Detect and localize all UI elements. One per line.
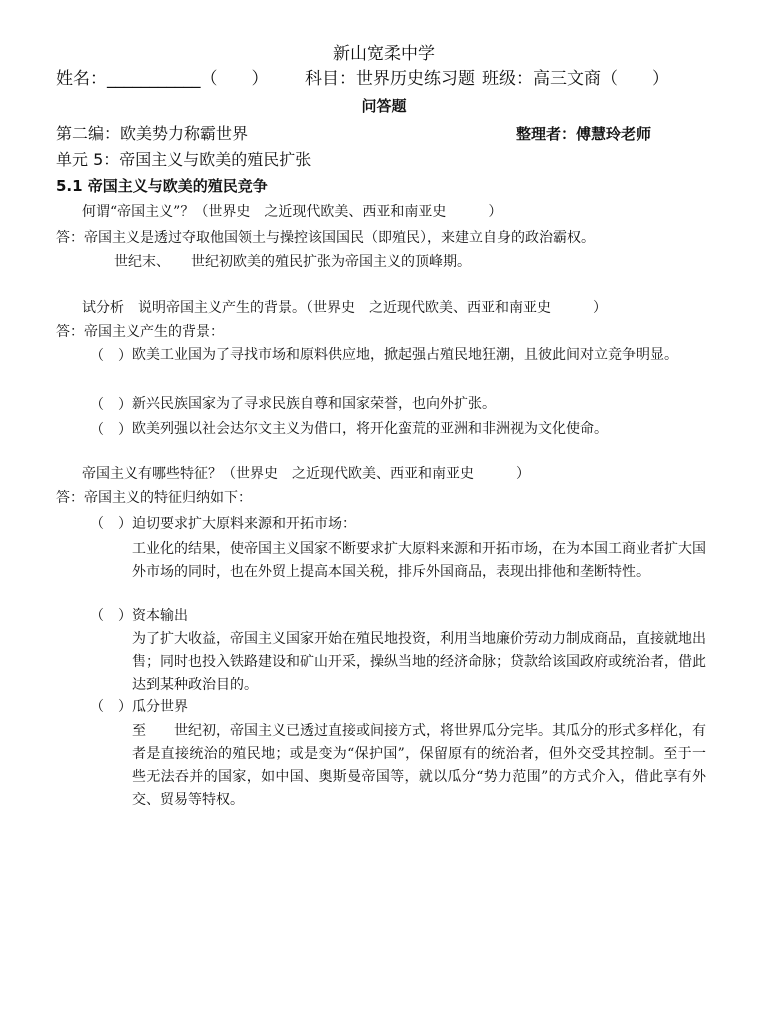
feature-body: 至 世纪初，帝国主义已透过直接或间接方式，将世界瓜分完毕。其瓜分的形式多样化，有者是直接统治的殖民地；或是变为“保护国”，保留原有的统治者，但外交受其控制。至于一些无法吞并的国家，如中国、奥斯曼帝国等，就以瓜分“势力范围”的方式介入，借此享有外交、贸易等特权。	[132, 723, 706, 808]
compiler-label: 整理者：傅慧玲老师	[516, 125, 652, 143]
part-title: 第二编：欧美势力称霸世界	[56, 124, 249, 143]
feature-body: 工业化的结果，使帝国主义国家不断要求扩大原料来源和开拓市场，在为本国工商业者扩大国外市场的同时，也在外贸上提高本国关税，排斥外国商品，表现出排他和垄断特性。	[132, 541, 706, 580]
class-label: 班级：高三文商（ ）	[482, 69, 669, 89]
question-3: 帝国主义有哪些特征？（世界史 之近现代欧美、西亚和南亚史 ）	[82, 466, 530, 482]
feature-body: 为了扩大收益，帝国主义国家开始在殖民地投资，利用当地廉价劳动力制成商品，直接就地出售；同时也投入铁路建设和矿山开采，操纵当地的经济命脉；贷款给该国政府或统治者，借此达到某种政治目的。	[132, 631, 706, 693]
list-marker: （ ）	[90, 422, 132, 438]
question-1: 何谓“帝国主义”？（世界史 之近现代欧美、西亚和南亚史 ）	[82, 204, 503, 220]
student-name-field: 姓名：___________（ ）	[56, 69, 269, 89]
list-marker: （ ）	[90, 699, 132, 715]
answer-3-intro: 答：帝国主义的特征归纳如下：	[56, 490, 252, 506]
feature-heading: 瓜分世界	[132, 699, 188, 715]
unit-title: 单元 5：帝国主义与欧美的殖民扩张	[56, 150, 312, 169]
list-marker: （ ）	[90, 348, 132, 364]
subsection-title: 5.1 帝国主义与欧美的殖民竞争	[56, 177, 268, 195]
answer-2-intro: 答：帝国主义产生的背景：	[56, 324, 224, 340]
list-item: 欧美工业国为了寻找市场和原料供应地，掀起强占殖民地狂潮，且彼此间对立竞争明显。	[132, 347, 678, 363]
school-name: 新山宽柔中学	[333, 44, 435, 64]
feature-heading: 迫切要求扩大原料来源和开拓市场：	[132, 516, 356, 532]
list-item: 欧美列强以社会达尔文主义为借口，将开化蛮荒的亚洲和非洲视为文化使命。	[132, 421, 608, 437]
feature-heading: 资本输出	[132, 608, 188, 624]
list-item: 新兴民族国家为了寻求民族自尊和国家荣誉，也向外扩张。	[132, 396, 496, 412]
answer-1-line-1: 答：帝国主义是透过夺取他国领土与操控该国国民（即殖民），来建立自身的政治霸权。	[56, 230, 595, 246]
list-marker: （ ）	[90, 397, 132, 413]
section-type-title: 问答题	[361, 97, 407, 115]
list-marker: （ ）	[90, 516, 132, 532]
answer-1-line-2: 世纪末、 世纪初欧美的殖民扩张为帝国主义的顶峰期。	[114, 254, 471, 270]
question-2: 试分析 说明帝国主义产生的背景。（世界史 之近现代欧美、西亚和南亚史 ）	[82, 300, 607, 316]
list-marker: （ ）	[90, 608, 132, 624]
subject-label: 科目：世界历史练习题	[305, 69, 475, 89]
